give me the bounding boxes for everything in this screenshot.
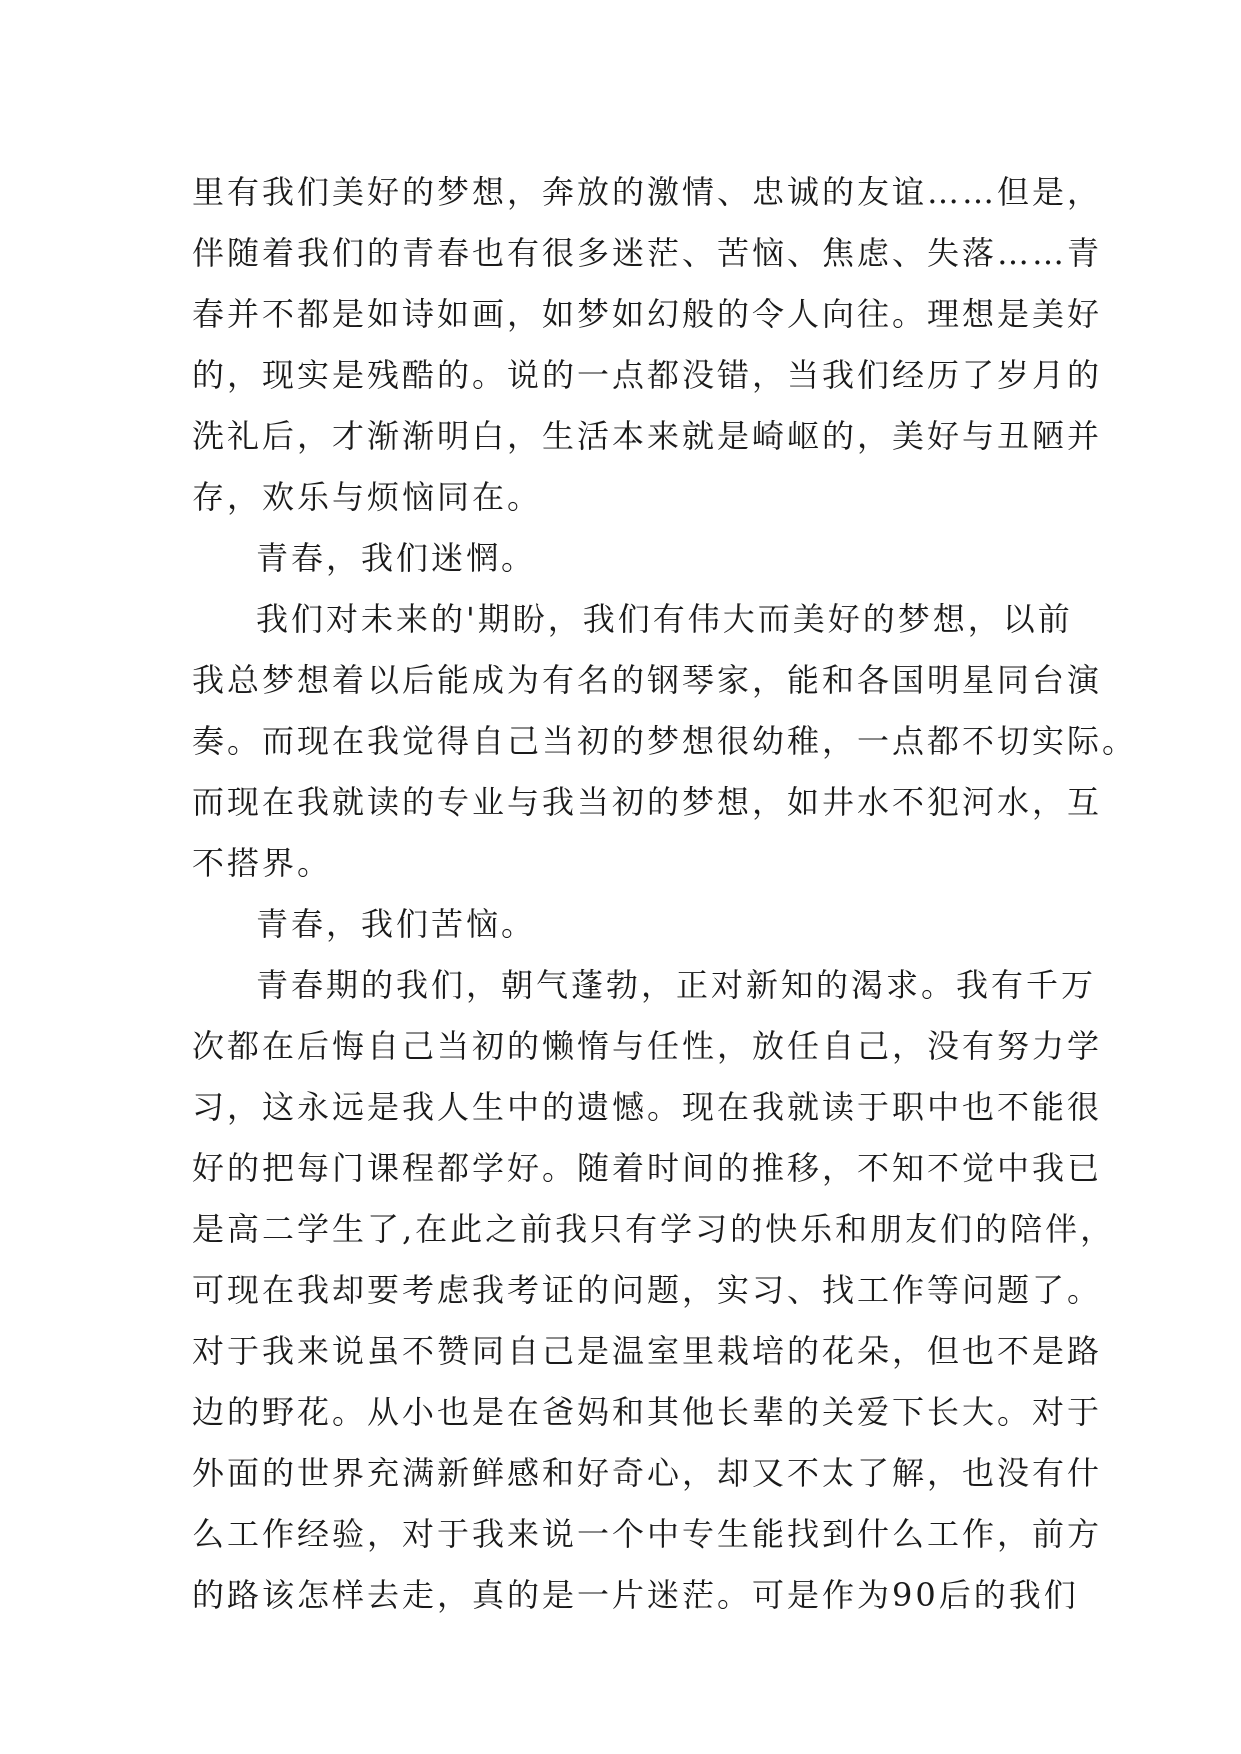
text-line: 的路该怎样去走，真的是一片迷茫。可是作为90后的我们 xyxy=(192,1576,1079,1614)
section-heading-line: 青春，我们苦恼。 xyxy=(256,905,537,943)
text-line: 里有我们美好的梦想，奔放的激情、忠诚的友谊……但是， xyxy=(192,173,1103,211)
text-line: 么工作经验，对于我来说一个中专生能找到什么工作，前方 xyxy=(192,1515,1103,1553)
text-line: 对于我来说虽不赞同自己是温室里栽培的花朵，但也不是路 xyxy=(192,1332,1103,1370)
text-line: 我们对未来的'期盼，我们有伟大而美好的梦想，以前 xyxy=(256,600,1073,638)
text-line: 奏。而现在我觉得自己当初的梦想很幼稚，一点都不切实际。 xyxy=(192,722,1138,760)
text-line: 可现在我却要考虑我考证的问题，实习、找工作等问题了。 xyxy=(192,1271,1103,1309)
text-line: 洗礼后，才渐渐明白，生活本来就是崎岖的，美好与丑陋并 xyxy=(192,417,1103,455)
text-line: 外面的世界充满新鲜感和好奇心，却又不太了解，也没有什 xyxy=(192,1454,1103,1492)
text-line: 不搭界。 xyxy=(192,844,333,882)
body-text xyxy=(192,162,1138,1626)
section-heading-line: 青春，我们迷惘。 xyxy=(256,539,537,577)
text-line: 春并不都是如诗如画，如梦如幻般的令人向往。理想是美好 xyxy=(192,295,1103,333)
text-line: 边的野花。从小也是在爸妈和其他长辈的关爱下长大。对于 xyxy=(192,1393,1103,1431)
text-line: 次都在后悔自己当初的懒惰与任性，放任自己，没有努力学 xyxy=(192,1027,1103,1065)
text-line: 我总梦想着以后能成为有名的钢琴家，能和各国明星同台演 xyxy=(192,661,1103,699)
text-line: 伴随着我们的青春也有很多迷茫、苦恼、焦虑、失落……青 xyxy=(192,234,1103,272)
text-line: 存，欢乐与烦恼同在。 xyxy=(192,478,543,516)
text-line: 好的把每门课程都学好。随着时间的推移，不知不觉中我已 xyxy=(192,1149,1103,1187)
text-line: 的，现实是残酷的。说的一点都没错，当我们经历了岁月的 xyxy=(192,356,1103,394)
text-line: 习，这永远是我人生中的遗憾。现在我就读于职中也不能很 xyxy=(192,1088,1103,1126)
text-line: 青春期的我们，朝气蓬勃，正对新知的渴求。我有千万 xyxy=(256,966,1097,1004)
text-line: 是高二学生了,在此之前我只有学习的快乐和朋友们的陪伴， xyxy=(192,1210,1116,1248)
text-line: 而现在我就读的专业与我当初的梦想，如井水不犯河水，互 xyxy=(192,783,1103,821)
